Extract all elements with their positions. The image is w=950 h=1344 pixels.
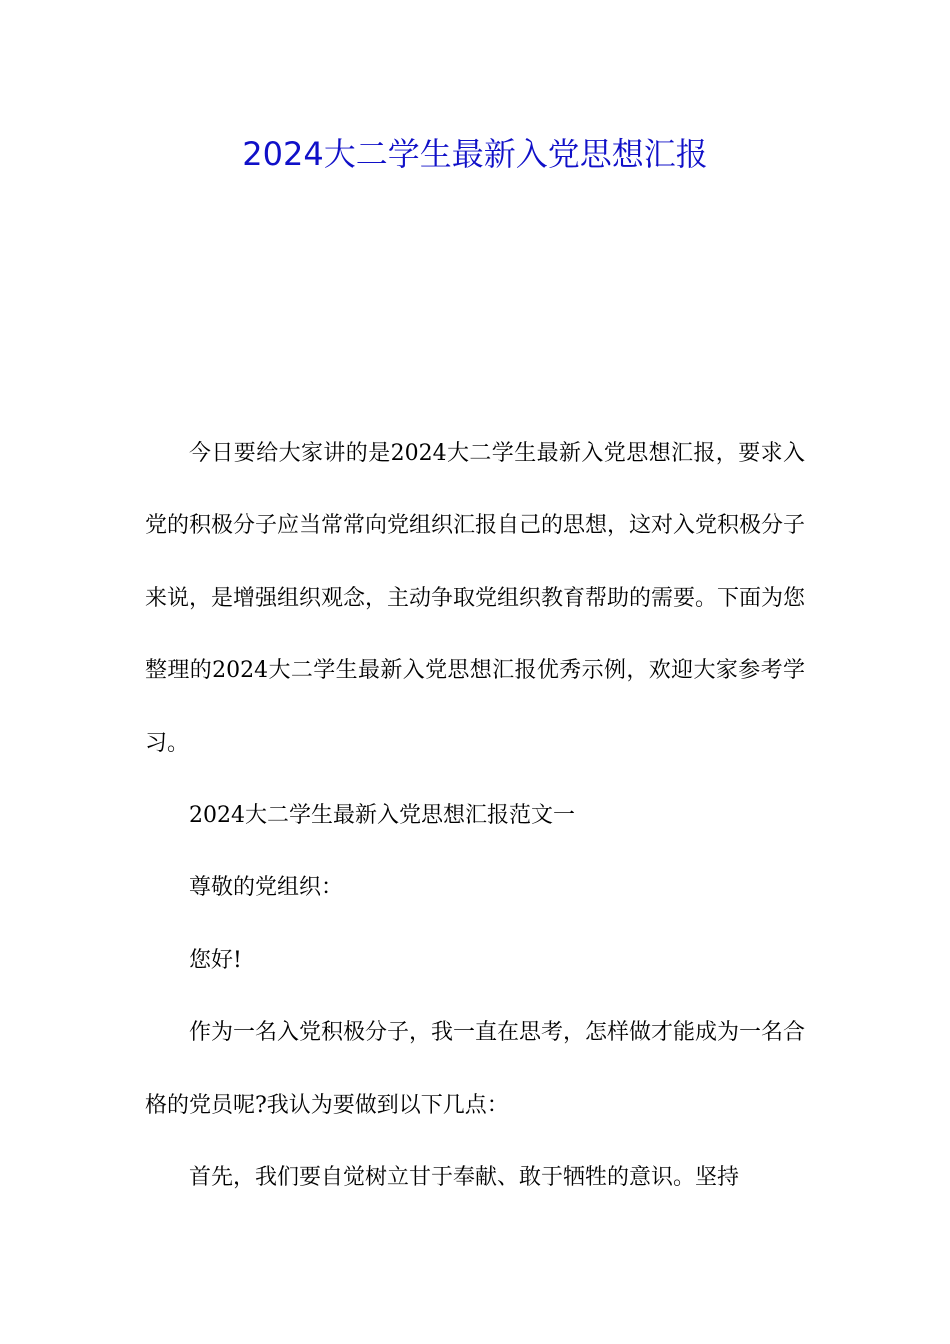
salutation: 尊敬的党组织： [189, 875, 344, 901]
document-body [145, 418, 805, 1214]
greeting: 您好! [189, 947, 242, 973]
body-paragraph: 首先，我们要自觉树立甘于奉献、敢于牺牲的意识。坚持 [189, 1165, 740, 1191]
intro-paragraph: 今日要给大家讲的是2024大二学生最新入党思想汇报，要求入党的积极分子应当常常向党组织汇报自己的思想，这对入党积极分子来说，是增强组织观念，主动争取党组织教育帮助的需要。下面为您整理的2024大二学生最新入党思想汇报优秀示例，欢迎大家参考学习。 [145, 441, 806, 756]
document-title: 2024大二学生最新入党思想汇报 [242, 135, 708, 173]
sample-heading: 2024大二学生最新入党思想汇报范文一 [189, 803, 575, 829]
body-paragraph: 作为一名入党积极分子，我一直在思考，怎样做才能成为一名合格的党员呢?我认为要做到以下几点： [145, 1020, 806, 1118]
